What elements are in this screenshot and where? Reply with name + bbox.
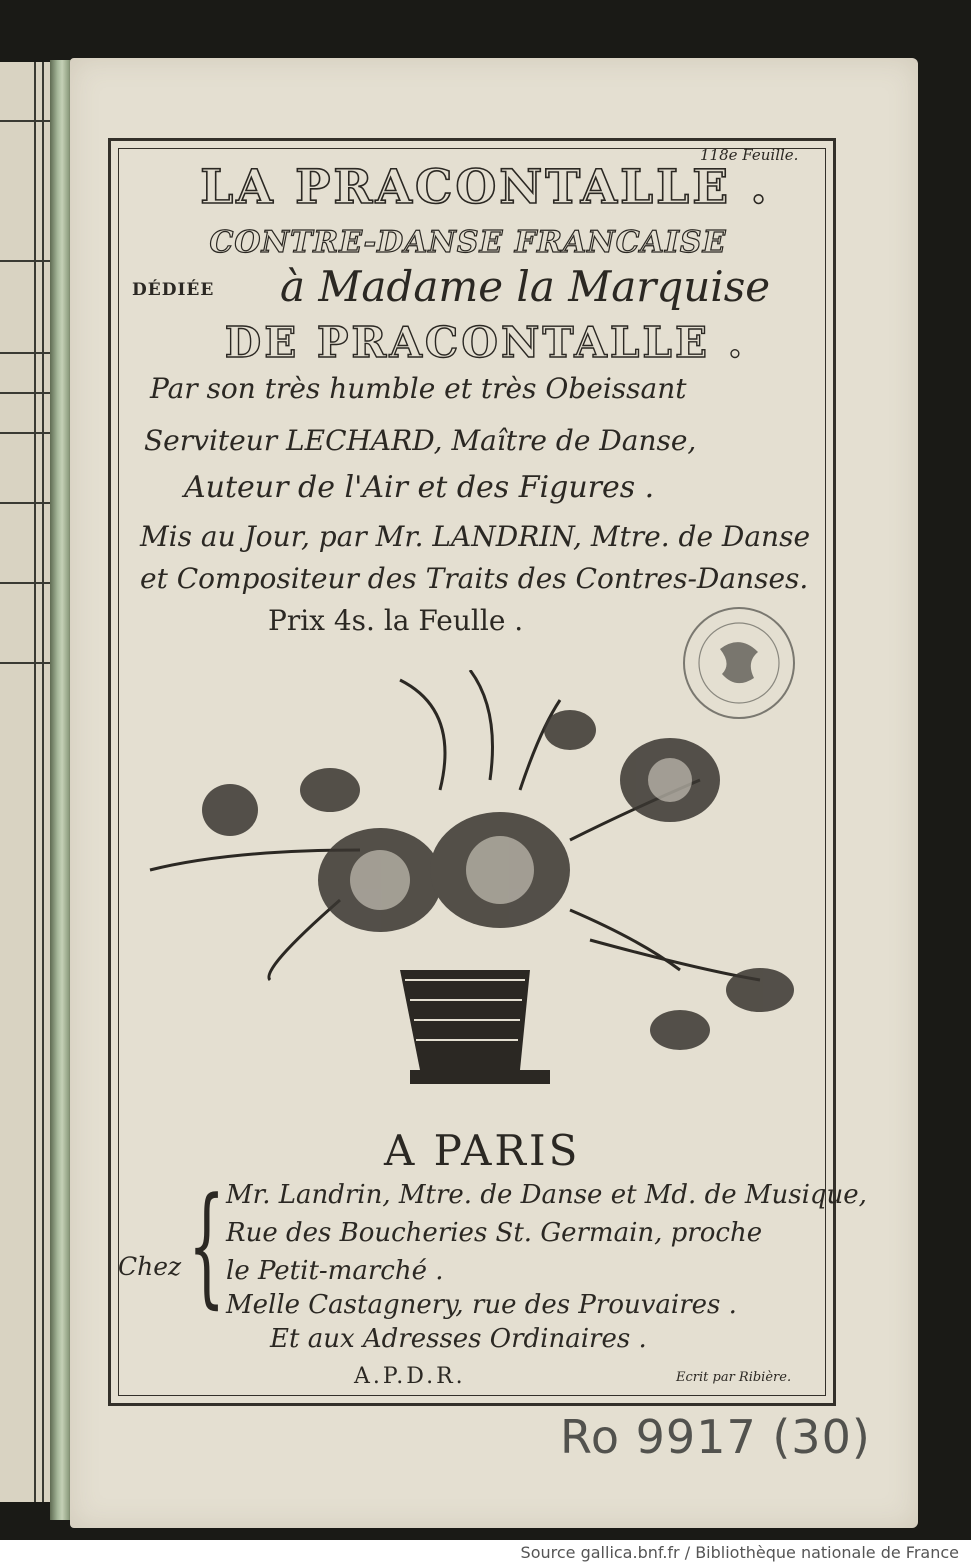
- brace-icon: {: [188, 1169, 226, 1321]
- engraver: Ecrit par Ribière.: [676, 1370, 792, 1385]
- flower-basket-icon: [140, 670, 800, 1100]
- title: LA PRACONTALLE .: [200, 160, 770, 215]
- green-ribbon-spine: [50, 60, 72, 1520]
- city: A PARIS: [384, 1126, 581, 1175]
- author-line: Auteur de l'Air et des Figures .: [184, 470, 655, 505]
- author-line: et Compositeur des Traits des Contres-Danses.: [140, 562, 809, 595]
- source-credit: Source gallica.bnf.fr / Bibliothèque nationale de France: [520, 1543, 959, 1562]
- author-line: Serviteur LECHARD, Maître de Danse,: [144, 424, 697, 457]
- dedicatee: DE PRACONTALLE .: [224, 318, 746, 367]
- privilege: A.P.D.R.: [354, 1364, 466, 1389]
- left-page-edge: [0, 62, 52, 1502]
- address-line: Et aux Adresses Ordinaires .: [270, 1324, 647, 1354]
- address-line: Rue des Boucheries St. Germain, proche: [226, 1218, 763, 1248]
- price: Prix 4s. la Feulle .: [268, 604, 524, 637]
- address-line: Mr. Landrin, Mtre. de Danse et Md. de Musique,: [226, 1180, 867, 1210]
- subtitle: CONTRE-DANSE FRANCAISE: [209, 225, 727, 260]
- author-line: Par son très humble et très Obeissant: [150, 372, 687, 405]
- shelfmark: Ro 9917 (30): [560, 1410, 871, 1464]
- address-line: Melle Castagnery, rue des Prouvaires .: [226, 1290, 737, 1320]
- dedication-prefix: DÉDIÉE: [132, 280, 215, 300]
- chez-label: Chez: [118, 1252, 182, 1281]
- author-line: Mis au Jour, par Mr. LANDRIN, Mtre. de Danse: [140, 520, 811, 553]
- address-line: le Petit-marché .: [226, 1256, 444, 1286]
- dedication: à Madame la Marquise: [280, 262, 771, 311]
- sheet-number: 118e Feuille.: [700, 146, 799, 164]
